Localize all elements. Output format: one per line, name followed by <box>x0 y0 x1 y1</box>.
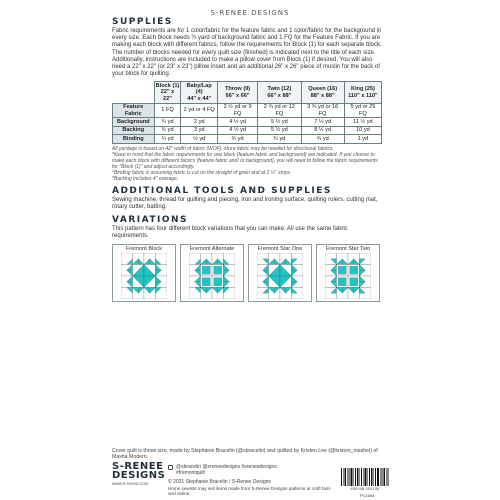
table-cell: ½ yd <box>181 135 218 143</box>
logo-line-2: DESIGNS <box>112 470 166 481</box>
row-label: Binding <box>113 135 155 143</box>
barcode <box>340 468 390 486</box>
brand-header: S-RENEE DESIGNS <box>210 9 290 17</box>
social-handles <box>168 464 277 476</box>
table-cell: 2 yd or 4 FQ <box>181 103 218 118</box>
table-cell: ¾ yd <box>258 135 301 143</box>
fremont-star-one-diagram <box>257 253 303 299</box>
table-cell: ¾ yd <box>301 135 344 143</box>
row-label: Feature Fabric <box>113 103 155 118</box>
table-cell: ¾ yd <box>154 126 181 134</box>
column-king: King (25) 110" x 110" <box>344 82 381 103</box>
table-cell: 11 ½ yd <box>344 118 381 126</box>
block-fremont-star-two <box>316 244 380 302</box>
table-row-background <box>113 118 382 126</box>
barcode-number: 850048 000106 <box>350 487 380 491</box>
social-line-1: @sbracelin @sreneedesigns #sreneedesigns <box>176 464 277 470</box>
block-fremont-star-one <box>248 244 312 302</box>
block-label: Fremont Star One <box>257 246 303 253</box>
table-header-row <box>113 82 382 103</box>
tools-text: Sewing machine, thread for quilting and piecing, iron and ironing surface, quilting rulers, cutting mat, rotary cutter, batting. <box>112 196 378 210</box>
note-backing: *Backing includes 4" overage. <box>112 175 179 182</box>
table-cell: 4 ½ yd <box>217 118 257 126</box>
table-cell: 3 ¾ yd or 16 FQ <box>301 103 344 118</box>
fremont-star-two-diagram <box>325 253 371 299</box>
table-cell: 8 ½ yd <box>301 126 344 134</box>
fabric-requirements-table <box>112 81 382 143</box>
table-cell: ¾ yd <box>217 135 257 143</box>
block-label: Fremont Block <box>125 246 163 253</box>
table-corner <box>113 82 155 103</box>
column-queen: Queen (16) 88" x 88" <box>301 82 344 103</box>
fremont-block-diagram <box>121 253 167 299</box>
variations-text: This pattern has four different block variations that you can make. All use the same fabric requirements. <box>112 226 348 240</box>
table-cell: 1 yd <box>344 135 381 143</box>
table-cell: ¾ yd <box>154 118 181 126</box>
table-row-feature-fabric <box>113 103 382 118</box>
block-fremont <box>112 244 176 302</box>
table-cell: 2 ¾ yd or 12 FQ <box>258 103 301 118</box>
table-cell: 2 yd <box>181 118 218 126</box>
table-cell: 7 ½ yd <box>301 118 344 126</box>
fremont-alternate-diagram <box>189 253 235 299</box>
row-label: Background <box>113 118 155 126</box>
table-row-binding <box>113 135 382 143</box>
selling-note: Home sewists may sell items made from S-Renee Designs patterns at craft fairs and online. <box>168 486 331 497</box>
website-url[interactable]: www.s-renee.com <box>112 481 149 486</box>
instagram-icon <box>168 465 173 470</box>
table-cell: 5 ½ yd <box>258 118 301 126</box>
block-fremont-alternate <box>180 244 244 302</box>
variations-heading: VARIATIONS <box>112 215 189 226</box>
table-cell: 2 ½ yd or 9 FQ <box>217 103 257 118</box>
table-cell: 1 FQ <box>154 103 181 118</box>
s-renee-logo <box>112 462 164 486</box>
main-content <box>112 17 382 302</box>
column-block-1: Block (1) 22" x 22" <box>155 82 180 102</box>
table-cell: 5 ½ yd <box>258 126 301 134</box>
row-label: Backing <box>113 126 155 134</box>
social-line-2: #fremontquilt <box>176 470 205 476</box>
note-yardage: All yardage is based on 42" width of fabric (WOF). More fabric may be needed for directional fabrics. <box>112 145 334 152</box>
table-row-backing <box>113 126 382 134</box>
tools-heading: ADDITIONAL TOOLS AND SUPPLIES <box>112 185 332 196</box>
pattern-code: PC1004 <box>360 493 375 498</box>
block-label: Fremont Star Two <box>325 246 371 253</box>
table-cell: 10 yd <box>344 126 381 134</box>
column-baby-lap: Baby/Lap (4) 44" x 44" <box>181 82 218 103</box>
column-throw: Throw (9) 66" x 66" <box>217 82 257 103</box>
table-cell: ¼ yd <box>154 135 181 143</box>
cover-quilt-caption: Cover quilt is throw size, made by Stephanie Bracelin (@sbracelin) and quilted by Kristen Lee (@kristen_mashel) of Masha Modern. <box>112 448 378 461</box>
supplies-intro-2: Additionally, instructions are included to make a pillow cover from Block (1) if desired. You will also need a 22" x 22" (or 23" x 23") pillow insert and an additional 26" x 26" piece of muslin for the back of your block for quilting. <box>112 56 380 78</box>
supplies-intro-1: Fabric requirements are for 1 color/fabric for the feature fabric and 1 color/fabric for the background in every size. Each block needs ¾ yard of background fabric and 1 FQ for the Feature Fabric. If you are making each block with different fabrics, follow the requirements for Block (1) for each separate block. The number of blocks needed for every quilt size (finished) is indicated next to the title of each size. <box>112 28 382 56</box>
supplies-heading: SUPPLIES <box>112 17 173 27</box>
table-cell: 5 yd or 25 FQ <box>344 103 381 118</box>
copyright: © 2021 Stephanie Bracelin / S-Renee Designs <box>168 479 271 485</box>
table-notes <box>112 146 382 182</box>
block-variations <box>112 244 382 302</box>
table-cell: 3 yd <box>181 126 218 134</box>
block-label: Fremont Alternate <box>189 246 235 253</box>
column-twin: Twin (12) 66" x 88" <box>258 82 301 103</box>
note-keep-in-mind: *Keep in mind that the fabric requirements for one block (feature fabric and background) are indicated. If you choose to make each block with different fabrics (feature fabric and/ or background), you will need to follow the fabric requirements for "Block (1)" and adjust accordingly. <box>112 151 378 170</box>
table-cell: 4 ½ yd <box>217 126 257 134</box>
logo-line-1: S-RENEE <box>112 461 164 472</box>
note-binding: *Binding fabric is assuming fabric is cut on the straight of grain and at 2 ½" strips. <box>112 169 292 176</box>
